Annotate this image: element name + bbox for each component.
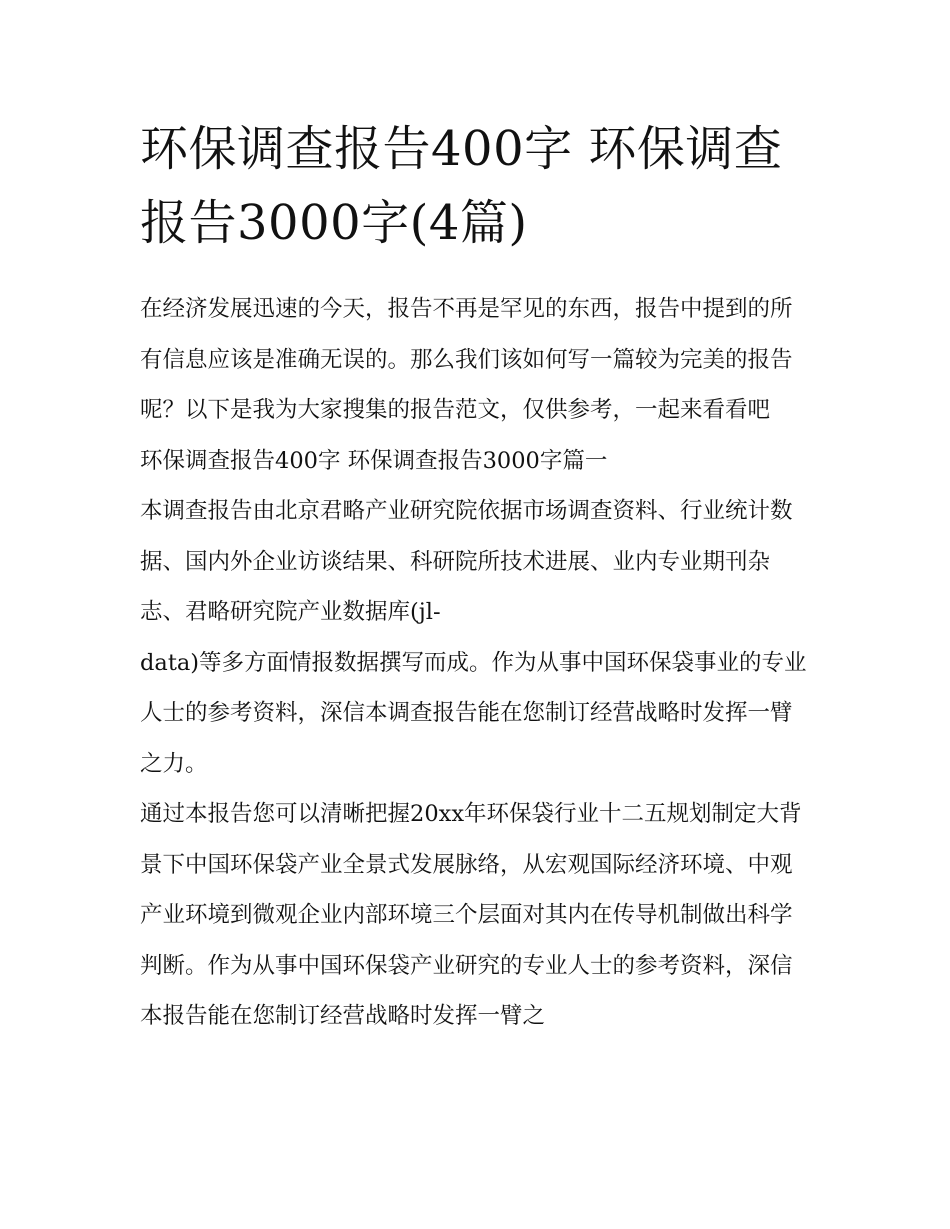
document-title bbox=[140, 112, 812, 260]
title-line-1: 环保调查报告400字 环保调查 bbox=[140, 121, 783, 177]
paragraph-intro: 在经济发展迅速的今天，报告不再是罕见的东西，报告中提到的所有信息应该是准确无误的。那么我们该如何写一篇较为完美的报告呢？以下是我为大家搜集的报告范文，仅供参考，一起来看看吧 bbox=[140, 296, 793, 423]
document-page bbox=[140, 112, 812, 1042]
paragraph-report-source: 本调查报告由北京君略产业研究院依据市场调查资料、行业统计数据、国内外企业访谈结果、科研院所技术进展、业内专业期刊杂志、君略研究院产业数据库(jl- bbox=[140, 498, 793, 625]
title-line-2: 报告3000字(4篇) bbox=[140, 195, 528, 251]
paragraph-report-benefit: 通过本报告您可以清晰把握20xx年环保袋行业十二五规划制定大背景下中国环保袋产业全景式发展脉络，从宏观国际经济环境、中观产业环境到微观企业内部环境三个层面对其内在传导机制做出科学判断。作为从事中国环保袋产业研究的专业人士的参考资料，深信本报告能在您制订经营战略时发挥一臂之 bbox=[140, 801, 802, 1029]
document-body bbox=[140, 284, 812, 1042]
paragraph-report-purpose: data)等多方面情报数据撰写而成。作为从事中国环保袋事业的专业人士的参考资料，深信本调查报告能在您制订经营战略时发挥一臂之力。 bbox=[140, 649, 807, 777]
paragraph-section-heading: 环保调查报告400字 环保调查报告3000字篇一 bbox=[140, 447, 608, 474]
